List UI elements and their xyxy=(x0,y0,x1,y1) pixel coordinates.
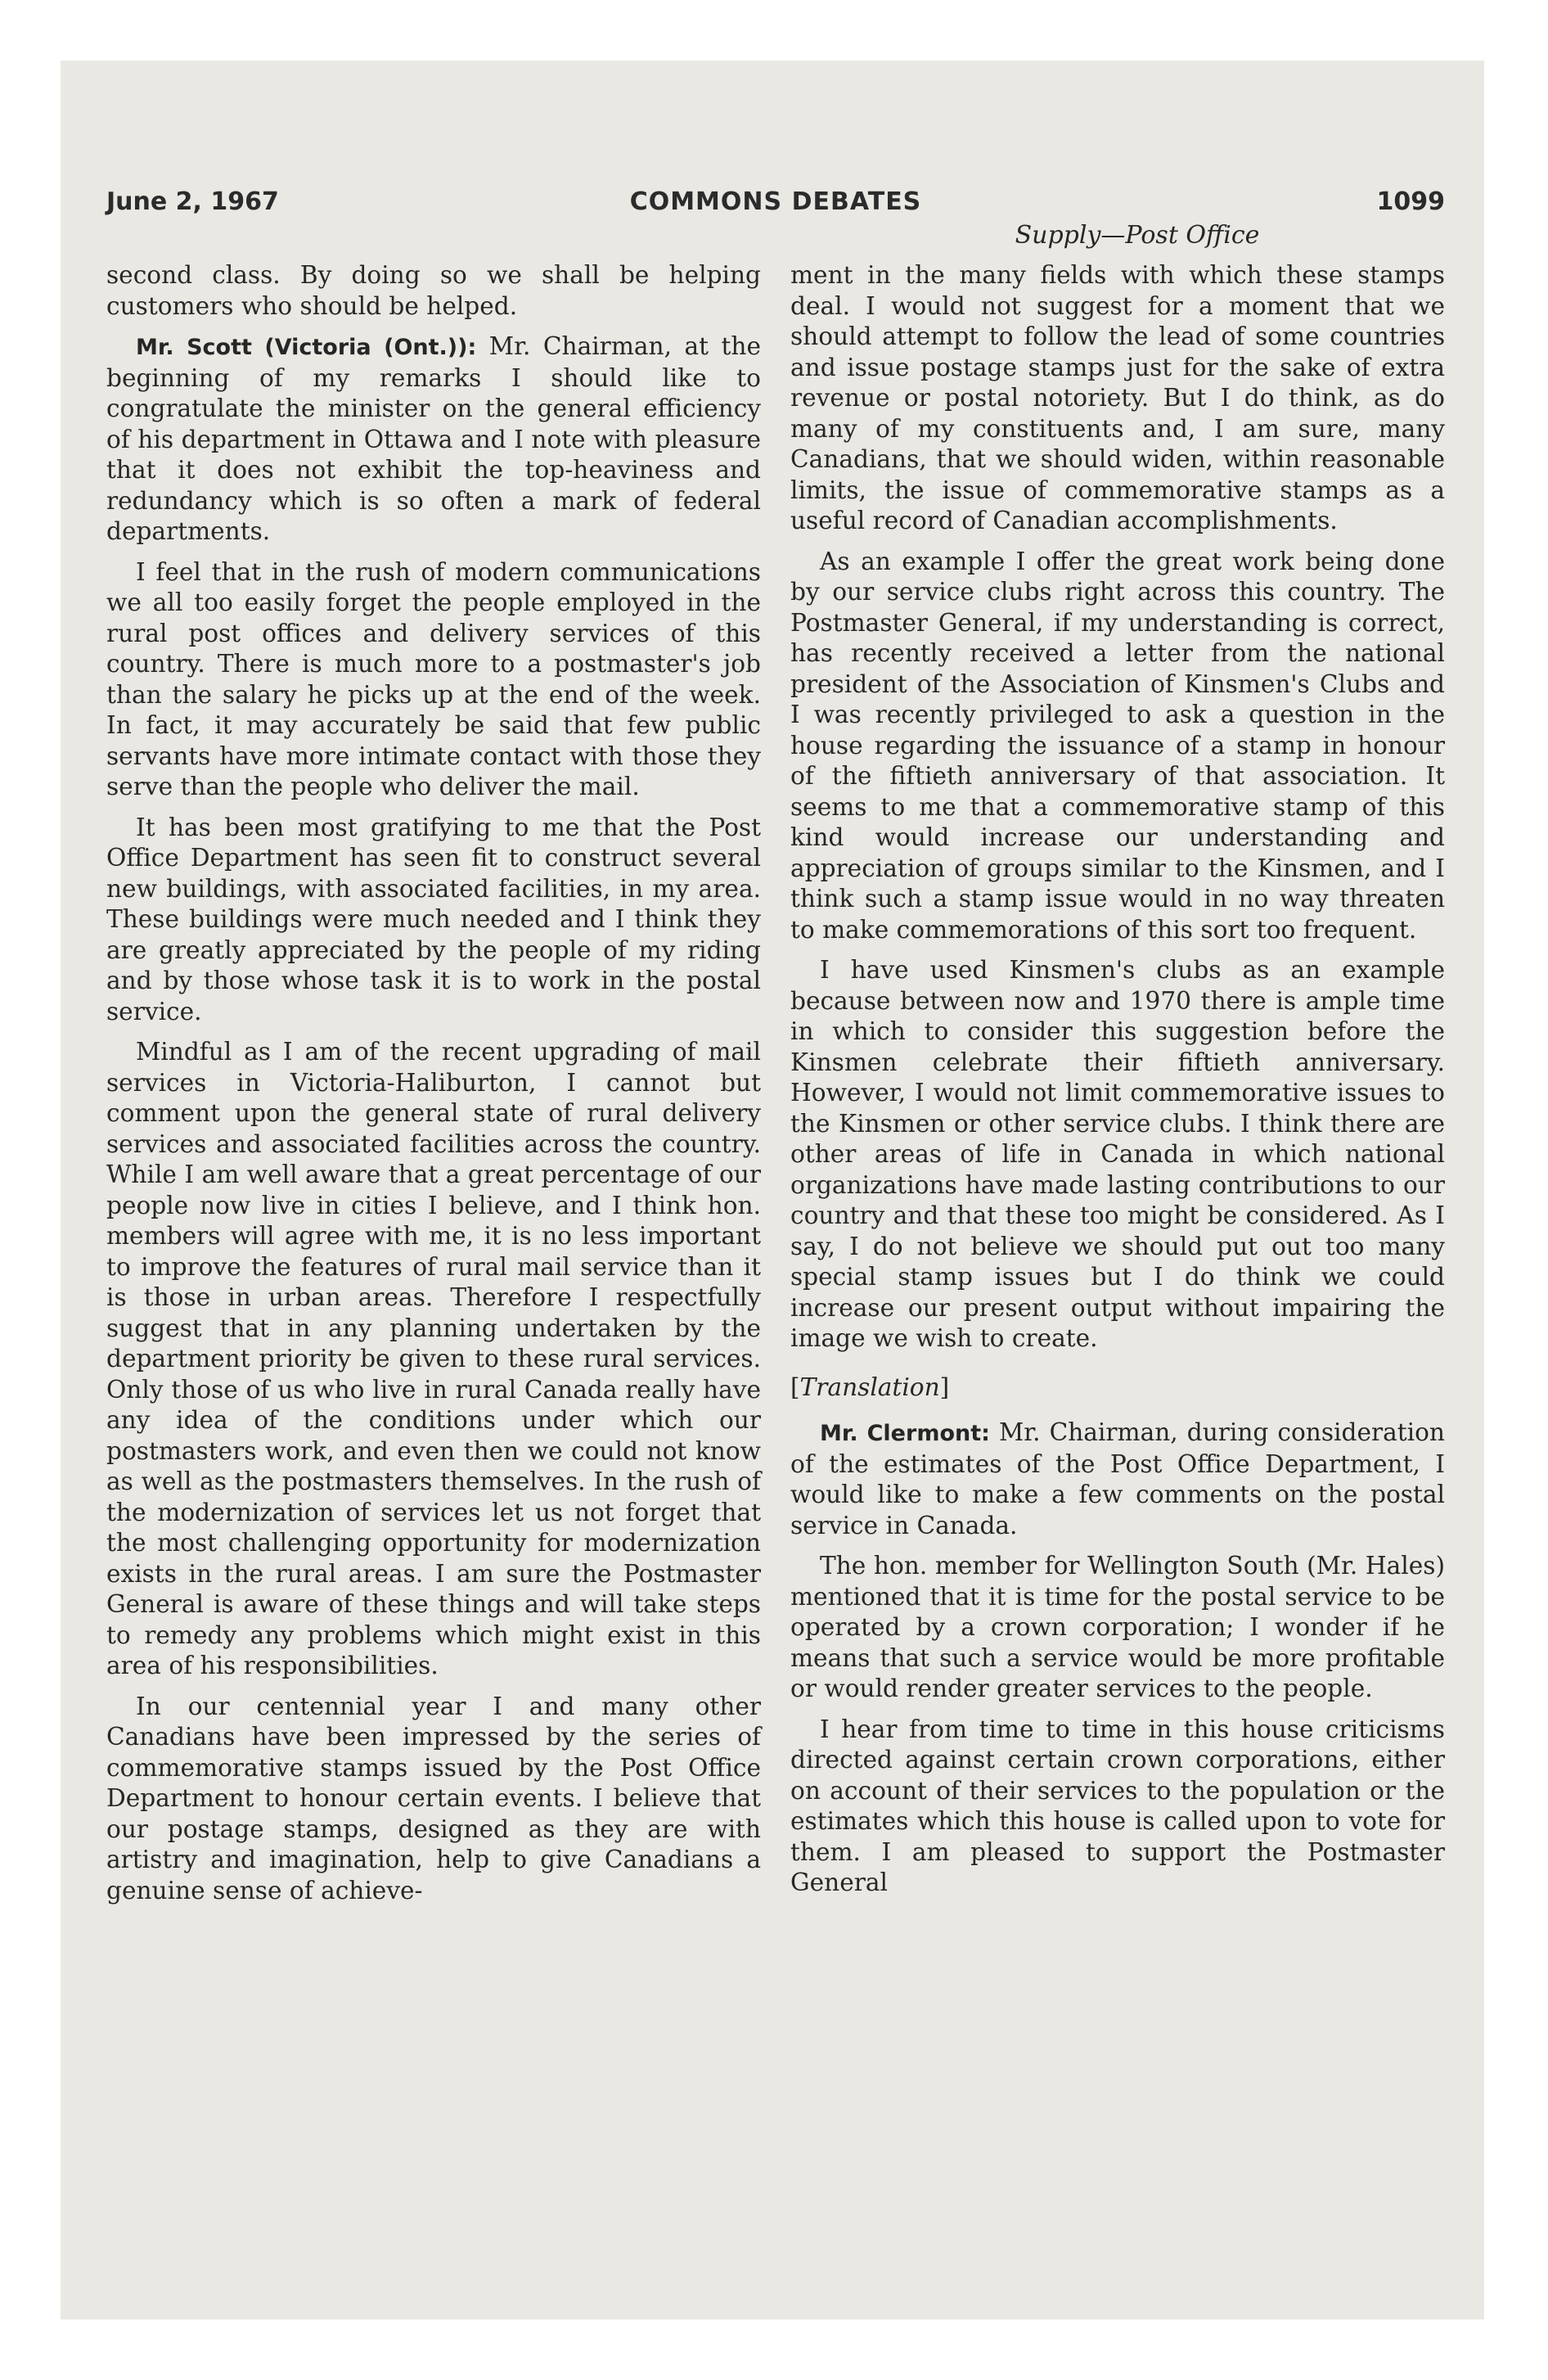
paragraph xyxy=(106,813,761,1028)
page-header xyxy=(106,182,1445,223)
paragraph xyxy=(106,1037,761,1682)
right-column xyxy=(790,260,1445,1909)
paragraph-text: As an example I offer the great work being done by our service clubs right across this country. The Postmaster General, if my understanding is correct, has recently received a letter from the national president of the Association of Kinsmen's Clubs and I was recently privileged to ask a question in the house regarding the issuance of a stamp in honour of the fiftieth anniversary of that association. It seems to me that a commemorative stamp of this kind would increase our understanding and appreciation of groups similar to the Kinsmen, and I think such a stamp issue would in no way threaten to make commemorations of this sort too frequent. xyxy=(790,547,1445,944)
section-subject: Supply—Post Office xyxy=(1015,221,1260,250)
document-page xyxy=(106,182,1445,2301)
paragraph-text: In our centennial year I and many other Canadians have been impressed by the series of commemorative stamps issued by the Post Office Department to honour certain events. I believe that our postage stamps, designed as they are with artistry and imagination, help to give Canadians a genuine sense of achieve- xyxy=(106,1692,761,1904)
paragraph-text: ment in the many fields with which these stamps deal. I would not suggest for a moment that we should attempt to follow the lead of some countries and issue postage stamps just for the sake of extra revenue or postal notoriety. But I do think, as do many of my constituents and, I am sure, many Canadians, that we should widen, within reasonable limits, the issue of commemorative stamps as a useful record of Canadian accomplishments. xyxy=(790,261,1445,534)
speaker-name: Mr. Scott (Victoria (Ont.)): xyxy=(136,335,477,360)
left-column xyxy=(106,260,761,1916)
paragraph-text: second class. By doing so we shall be helping customers who should be helped. xyxy=(106,261,761,320)
speaker-name: Mr. Clermont: xyxy=(820,1421,990,1446)
paragraph xyxy=(790,955,1445,1355)
paragraph xyxy=(790,1715,1445,1899)
paragraph xyxy=(790,1418,1445,1541)
header-date: June 2, 1967 xyxy=(106,187,279,216)
publication-title: COMMONS DEBATES xyxy=(629,187,922,216)
paragraph-text: I hear from time to time in this house criticisms directed against certain crown corporations, either on account of their services to the population or the estimates which this house is called upon to vote for them. I am pleased to support the Postmaster General xyxy=(790,1715,1445,1896)
paragraph xyxy=(106,1692,761,1907)
paragraph-text: It has been most gratifying to me that the Post Office Department has seen fit to construct several new buildings, with associated facilities, in my area. These buildings were much needed and I think they are greatly appreciated by the people of my riding and by those whose task it is to work in the postal service. xyxy=(106,813,761,1025)
paragraph-text: Mr. Chairman, during consideration of the estimates of the Post Office Department, I would like to make a few comments on the postal service in Canada. xyxy=(790,1418,1445,1539)
paragraph-text: I have used Kinsmen's clubs as an example because between now and 1970 there is ample time in which to consider this suggestion before the Kinsmen celebrate their fiftieth anniversary. However, I would not limit commemorative issues to the Kinsmen or other service clubs. I think there are other areas of life in Canada in which national organizations have made lasting contributions to our country and that these too might be considered. As I say, I do not believe we should put out too many special stamp issues but I do think we could increase our present output without impairing the image we wish to create. xyxy=(790,956,1445,1352)
paragraph xyxy=(790,260,1445,537)
paragraph-text: Mr. Chairman, at the beginning of my remarks I should like to congratulate the minister on the general efficiency of his department in Ottawa and I note with pleasure that it does not exhibit the top-heaviness and redundancy which is so often a mark of federal departments. xyxy=(106,332,761,545)
paragraph xyxy=(790,547,1445,946)
page-number: 1099 xyxy=(1376,187,1445,216)
paragraph xyxy=(106,331,761,548)
paragraph-text: I feel that in the rush of modern communications we all too easily forget the people employed in the rural post offices and delivery services of this country. There is much more to a postmaster's job than the salary he picks up at the end of the week. In fact, it may accurately be said that few public servants have more intimate contact with those they serve than the people who deliver the mail. xyxy=(106,557,761,800)
paragraph xyxy=(790,1551,1445,1705)
translation-marker: [Translation] xyxy=(790,1373,950,1401)
paragraph xyxy=(106,557,761,803)
paragraph-text: Mindful as I am of the recent upgrading of mail services in Victoria-Haliburton, I cannot but comment upon the general state of rural delivery services and associated facilities across the country. While I am well aware that a great percentage of our people now live in cities I believe, and I think hon. members will agree with me, it is no less important to improve the features of rural mail service than it is those in urban areas. Therefore I respectfully suggest that in any planning undertaken by the department priority be given to these rural services. Only those of us who live in rural Canada really have any idea of the conditions under which our postmasters work, and even then we could not know as well as the postmasters themselves. In the rush of the modernization of services let us not forget that the most challenging opportunity for modernization exists in the rural areas. I am sure the Postmaster General is aware of these things and will take steps to remedy any problems which might exist in this area of his responsibilities. xyxy=(106,1038,761,1679)
translation-label: Translation xyxy=(799,1373,940,1401)
paragraph-text: The hon. member for Wellington South (Mr. Hales) mentioned that it is time for the postal service to be operated by a crown corporation; I wonder if he means that such a service would be more profitable or would render greater services to the people. xyxy=(790,1552,1445,1702)
paragraph xyxy=(106,260,761,322)
